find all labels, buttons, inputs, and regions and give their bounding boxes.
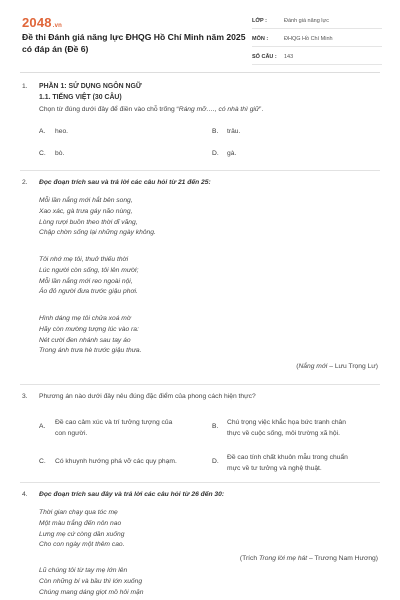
meta-value: 143 xyxy=(284,54,294,60)
meta-value[interactable]: Đánh giá năng lực xyxy=(284,18,329,24)
option-text: bò. xyxy=(55,150,65,157)
passage-source xyxy=(240,555,378,562)
section-heading: 1.1. TIẾNG VIỆT (30 CÂU) xyxy=(39,94,122,101)
meta-key: SỐ CÂU : xyxy=(252,54,277,60)
question-divider xyxy=(20,384,380,385)
option-text xyxy=(227,417,346,439)
poem-line: Áo đỏ người đưa trước giậu phơi. xyxy=(39,288,138,296)
meta-key: LỚP : xyxy=(252,18,267,24)
poem-line: Còn những bí và bầu thì lớn xuống xyxy=(39,577,143,585)
option-letter: D. xyxy=(212,458,219,465)
option-text-line: Chú trọng việc khắc họa bức tranh chân xyxy=(227,419,346,426)
question-prompt xyxy=(39,106,263,113)
poem-line: Thời gian chạy qua tóc mẹ xyxy=(39,509,118,516)
poem-line: Cho con ngày một thêm cao. xyxy=(39,541,125,549)
poem-line: Nét cười đen nhánh sau tay áo xyxy=(39,336,131,344)
source-title: Nắng mới xyxy=(298,363,328,370)
option-text xyxy=(227,452,348,474)
option-text-line: Đề cao cảm xúc và trí tưởng tượng của xyxy=(55,419,173,426)
option-letter: A. xyxy=(39,128,46,135)
question-number: 3. xyxy=(22,393,28,400)
source-prefix: (Trích xyxy=(239,555,259,562)
option-text: heo. xyxy=(55,128,69,135)
option-text xyxy=(55,417,172,439)
poem-stanza xyxy=(39,567,143,599)
option-letter: B. xyxy=(212,423,219,430)
option-text-line: mực về tư tưởng và nghệ thuật. xyxy=(227,465,322,472)
poem-line: Trong ánh trưa hè trước giậu thưa. xyxy=(39,347,142,355)
part-heading: PHẦN 1: SỬ DỤNG NGÔN NGỮ xyxy=(39,83,142,90)
poem-line: Lưng mẹ cứ còng dần xuống xyxy=(39,530,125,538)
poem-stanza xyxy=(39,256,138,299)
option-text-line: Đề cao tính chất khuôn mẫu trong chuẩn xyxy=(227,454,348,461)
poem-line: Mỗi lần nắng mới hắt bên song, xyxy=(39,197,133,204)
option-text-line: con người. xyxy=(55,430,88,437)
poem-stanza xyxy=(39,509,125,552)
logo-text: 2048 xyxy=(22,15,52,30)
question-prompt: Phương án nào dưới đây nêu đúng đặc điểm của phong cách hiện thực? xyxy=(39,393,256,400)
option-letter: D. xyxy=(212,150,219,157)
poem-line: Lòng rượi buồn theo thời dĩ vãng, xyxy=(39,218,138,226)
prompt-quote: Ráng mỡ…., có nhà thì giữ xyxy=(178,106,260,113)
meta-key: MÔN : xyxy=(252,36,269,42)
option-letter: C. xyxy=(39,458,46,465)
question-number: 4. xyxy=(22,491,28,498)
question-divider xyxy=(20,482,380,483)
poem-line: Tôi nhớ mẹ tôi, thuở thiếu thời xyxy=(39,256,129,263)
source-author: – Trương Nam Hương) xyxy=(307,555,378,562)
poem-line: Lũ chúng tôi từ tay mẹ lớn lên xyxy=(39,567,128,574)
poem-line: Chập chờn sống lại những ngày không. xyxy=(39,229,156,237)
option-letter: B. xyxy=(212,128,219,135)
source-title: Trong lời mẹ hát xyxy=(258,555,308,562)
question-number: 2. xyxy=(22,179,28,186)
passage-source: (Nắng mới – Lưu Trọng Lư) xyxy=(296,363,378,370)
option-letter: A. xyxy=(39,423,46,430)
question-divider xyxy=(20,170,380,171)
poem-stanza xyxy=(39,197,156,240)
poem-line: Hình dáng mẹ tôi chửa xoá mờ xyxy=(39,315,131,322)
option-text: gà. xyxy=(227,150,237,157)
poem-line: Chúng mang dáng giọt mồ hôi mặn xyxy=(39,588,144,596)
prompt-text-end: ”. xyxy=(259,106,264,113)
logo-suffix: .vn xyxy=(52,23,63,29)
meta-value[interactable]: ĐHQG Hồ Chí Minh xyxy=(284,36,333,42)
poem-line: Xao xác, gà trưa gáy não nùng, xyxy=(39,207,133,215)
passage-heading: Đọc đoạn trích sau và trả lời các câu hỏi từ 21 đến 25: xyxy=(39,179,211,186)
poem-line: Mỗi lần nắng mới reo ngoài nội, xyxy=(39,277,133,285)
source-author: – Lưu Trọng Lư) xyxy=(327,363,378,370)
poem-line: Hãy còn mường tượng lúc vào ra: xyxy=(39,325,139,333)
passage-heading: Đọc đoạn trích sau đây và trả lời các câu hỏi từ 26 đến 30: xyxy=(39,491,225,498)
poem-line: Một màu trắng đến nôn nao xyxy=(39,519,122,527)
question-number: 1. xyxy=(22,83,28,90)
option-text-line: thực về cuộc sống, môi trường xã hội. xyxy=(227,430,340,437)
poem-line: Lúc người còn sống, tôi lên mười; xyxy=(39,266,139,274)
poem-stanza xyxy=(39,315,142,358)
exam-title: Đề thi Đánh giá năng lực ĐHQG Hồ Chí Minh năm 2025 có đáp án (Đề 6) xyxy=(22,32,246,54)
option-text: trâu. xyxy=(227,128,241,135)
option-text: Có khuynh hướng phá vỡ các quy phạm. xyxy=(55,458,177,465)
option-letter: C. xyxy=(39,150,46,157)
prompt-text: Chọn từ đúng dưới đây để điền vào chỗ trống “ xyxy=(39,106,179,113)
